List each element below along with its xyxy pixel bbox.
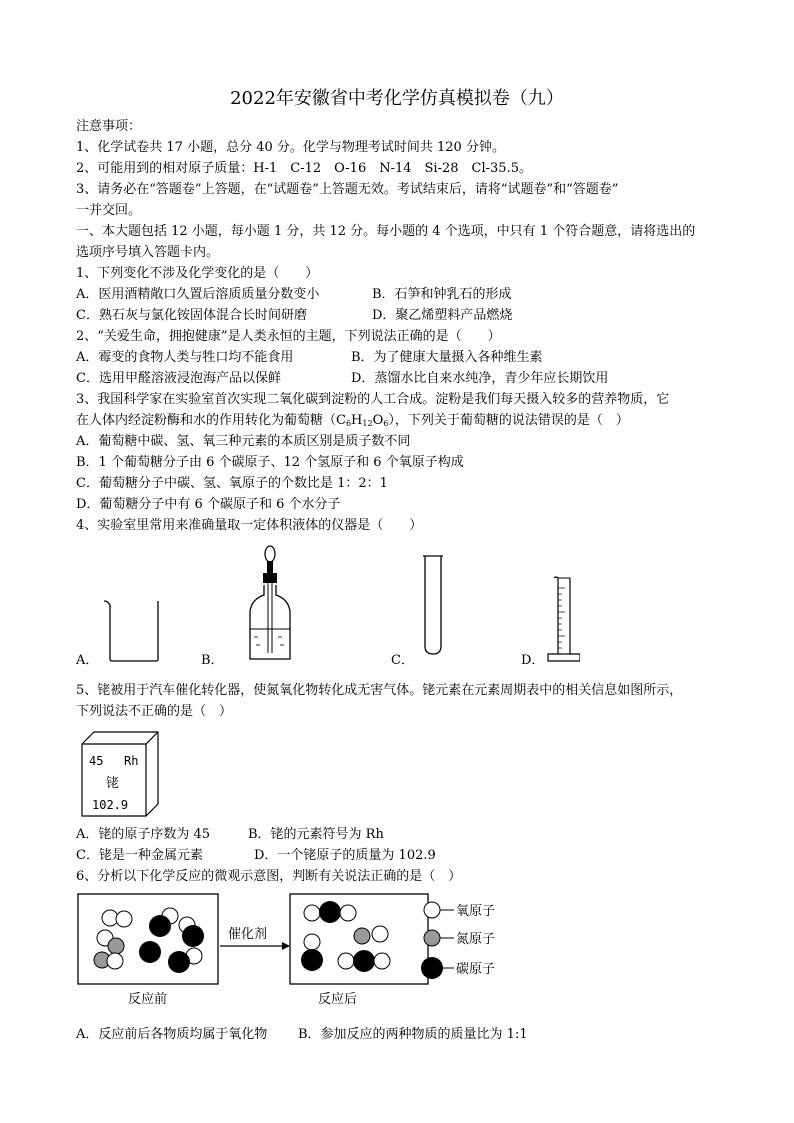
q1-option-c: C．熟石灰与氯化铵固体混合长时间研磨 [76, 308, 307, 323]
stem-text: 在人体内经淀粉酶和水的作用转化为葡萄糖（C [76, 413, 346, 428]
element-name: 铑 [106, 776, 120, 791]
question-3-stem-cont [76, 412, 629, 433]
question-6-stem: 6、分析以下化学反应的微观示意图，判断有关说法正确的是（ ） [76, 869, 462, 884]
catalyst-label: 催化剂 [228, 927, 268, 942]
section-instructions: 选项序号填入答题卡内。 [76, 245, 220, 260]
oxygen-atom [374, 953, 390, 969]
element-atomic-number: 45 [89, 754, 104, 768]
q4-option-b: B． [201, 653, 224, 668]
reaction-diagram [76, 890, 536, 990]
q2-option-c: C．选用甲醛溶液浸泡海产品以保鲜 [76, 371, 281, 386]
q6-option-b: B．参加反应的两种物质的质量比为 1:1 [298, 1027, 528, 1042]
legend-nitrogen-icon [424, 930, 440, 946]
element-atomic-mass: 102.9 [92, 798, 129, 812]
legend-carbon-icon [421, 957, 443, 979]
carbon-atom [149, 915, 171, 937]
q5-option-a: A．铑的原子序数为 45 [76, 827, 211, 842]
formula-element: H [351, 413, 363, 428]
notice-item: 一并交回。 [76, 203, 142, 218]
question-5-stem-cont: 下列说法不正确的是（ ） [76, 704, 233, 719]
page-title: 2022年安徽省中考化学仿真模拟卷（九） [230, 88, 564, 109]
dropper-bottle-figure [244, 545, 296, 663]
question-1-stem: 1、下列变化不涉及化学变化的是（ ） [76, 266, 319, 281]
notice-item: 3、请务必在“答题卷”上答题，在“试题卷”上答题无效。考试结束后，请将“试题卷”和“答题卷” [76, 182, 619, 197]
question-4-stem: 4、实验室里常用来准确量取一定体积液体的仪器是（ ） [76, 518, 423, 533]
q3-option-b: B．1 个葡萄糖分子由 6 个碳原子、12 个氢原子和 6 个氧原子构成 [76, 455, 464, 470]
element-symbol: Rh [124, 754, 139, 768]
graduated-cylinder-figure [540, 574, 580, 666]
oxygen-atom [340, 905, 356, 921]
formula-element: O [372, 413, 384, 428]
legend-oxygen-label: 氧原子 [456, 904, 496, 919]
oxygen-atom [107, 953, 123, 969]
oxygen-atom [304, 934, 320, 950]
q4-option-d: D． [521, 653, 545, 668]
question-5-stem: 5、铑被用于汽车催化转化器，使氮氧化物转化成无害气体。铑元素在元素周期表中的相关信息如图所示， [76, 683, 683, 698]
legend-carbon-label: 碳原子 [456, 962, 496, 977]
notice-item: 2、可能用到的相对原子质量：H-1 C-12 O-16 N-14 Si-28 Cl-35.5。 [76, 161, 532, 176]
question-3-stem: 3、我国科学家在实验室首次实现二氧化碳到淀粉的人工合成。淀粉是我们每天摄入较多的营养物质，它 [76, 392, 670, 407]
q6-option-a: A．反应前后各物质均属于氧化物 [76, 1027, 268, 1042]
q1-option-b: B．石笋和钟乳石的形成 [372, 287, 512, 302]
q4-option-c: C． [391, 653, 414, 668]
carbon-atom [139, 941, 161, 963]
after-label: 反应后 [318, 992, 358, 1007]
carbon-atom [168, 951, 190, 973]
notice-heading: 注意事项： [76, 119, 142, 134]
q5-option-c: C．铑是一种金属元素 [76, 848, 203, 863]
q3-option-d: D．葡萄糖分子中有 6 个碳原子和 6 个水分子 [76, 497, 341, 512]
q2-option-a: A．霉变的食物人类与牲口均不能食用 [76, 350, 294, 365]
q3-option-a: A．葡萄糖中碳、氢、氧三种元素的本质区别是质子数不同 [76, 434, 411, 449]
q1-option-a: A．医用酒精敞口久置后溶质质量分数变小 [76, 287, 320, 302]
carbon-atom [319, 901, 341, 923]
oxygen-atom [338, 953, 354, 969]
q1-option-d: D．聚乙烯塑料产品燃烧 [372, 308, 513, 323]
stem-text: ），下列关于葡萄糖的说法错误的是（ ） [388, 413, 629, 428]
element-card-figure [80, 730, 160, 820]
oxygen-atom [304, 905, 320, 921]
q2-option-b: B．为了健康大量摄入各种维生素 [351, 350, 543, 365]
oxygen-atom [116, 911, 132, 927]
legend-nitrogen-label: 氮原子 [456, 932, 496, 947]
q5-option-b: B．铑的元素符号为 Rh [248, 827, 384, 842]
q4-option-a: A． [76, 653, 99, 668]
formula-subscript: 6 [345, 419, 352, 428]
carbon-atom [353, 950, 375, 972]
question-2-stem: 2、“关爱生命，拥抱健康”是人类永恒的主题，下列说法正确的是（ ） [76, 329, 501, 344]
carbon-atom [182, 925, 204, 947]
formula-subscript: 6 [383, 419, 389, 428]
q5-option-d: D．一个铑原子的质量为 102.9 [254, 848, 436, 863]
notice-item: 1、化学试卷共 17 小题，总分 40 分。化学与物理考试时间共 120 分钟。 [76, 140, 505, 155]
test-tube-figure [420, 554, 446, 658]
oxygen-atom [372, 926, 388, 942]
legend-oxygen-icon [424, 902, 440, 918]
before-label: 反应前 [128, 992, 168, 1007]
q2-option-d: D．蒸馏水比自来水纯净，青少年应长期饮用 [351, 371, 609, 386]
nitrogen-atom [354, 928, 370, 944]
formula-subscript: 12 [362, 419, 373, 428]
arrow-head-icon [282, 942, 290, 950]
section-instructions: 一、本大题包括 12 小题，每小题 1 分，共 12 分。每小题的 4 个选项，中只有 1 个符合题意，请将选出的 [76, 224, 696, 239]
nitrogen-atom [108, 938, 124, 954]
carbon-atom [301, 949, 323, 971]
beaker-figure [100, 595, 164, 665]
q3-option-c: C．葡萄糖分子中碳、氢、氧原子的个数比是 1：2：1 [76, 476, 388, 491]
